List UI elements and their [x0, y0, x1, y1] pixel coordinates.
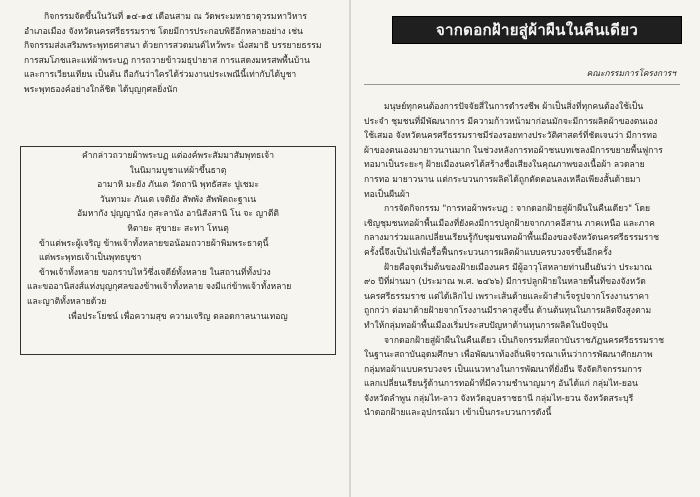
byline-rule — [364, 84, 680, 85]
paragraph-line: แลกเปลี่ยนเรียนรู้ด้านการทอผ้าที่มีความชำนาญมาๆ อันได้แก่ กลุ่มไท-ยอน — [364, 379, 638, 390]
paragraph-line: กิจกรรมจัดขึ้นในวันที่ ๑๔-๑๕ เดือนสาม ณ วัดพระมหาธาตุวรมหาวิหาร — [44, 12, 307, 22]
chant-line: ข้าพเจ้าทั้งหลาย ขอกราบไหว้ซึ่งเจดีย์ทั้งหลาย ในสถานที่ทั้งปวง — [39, 267, 271, 278]
article-title: จากดอกฝ้ายสู่ผ้าผืนในคืนเดียว — [435, 21, 639, 39]
paragraph-line: การทอ มายาวนาน แต่กระบวนการผลิตได้ถูกตัดตอนลงเหลือเพียงสั้นด้ายมา — [364, 174, 641, 185]
paragraph-line: มนุษย์ทุกคนต้องการปัจจัยสี่ในการดำรงชีพ ผ้าเป็นสิ่งที่ทุกคนต้องใช้เป็น — [384, 102, 644, 112]
paragraph-line: ถูกกว่า ต่อมาด้ายฝ้ายจากโรงงานมีราคาสูงขึ้น ด้านต้นทุนในการผลิตจึงสูงตาม — [364, 306, 652, 317]
chant-line: อัมหากัง ปุญญานัง กุสะลานัง อานิสังสานิ โน จะ ญาตีติ — [76, 209, 280, 220]
paragraph-line: กลุ่มทอผ้าแบบครบวงจร เป็นแนวทางในการพัฒนาที่ยั่งยืน จึงจัดกิจกรรมการ — [364, 364, 642, 375]
paragraph-line: นครศรีธรรมราช แต่ได้เลิกไป เพราะเส้นด้ายและผ้าสำเร็จรูปจากโรงงานราคา — [364, 291, 649, 302]
paragraph-line: กลางมาร่วมแลกเปลี่ยนเรียนรู้กับชุมชนทอผ้าพื้นเมืองของจังหวัดนครศรีธรรมราช — [364, 233, 660, 244]
right-column — [364, 100, 682, 421]
paragraph-line: การสมโภชและแห่ผ้าพระบฏ การถวายข้าวมธุปายาส การแสดงมหรสพพื้นบ้าน — [24, 55, 310, 66]
chant-line: เพื่อประโยชน์ เพื่อความสุข ความเจริญ ตลอดกาลนานเทอญ — [68, 311, 288, 322]
paragraph-line: การจัดกิจกรรม "การทอผ้าพระบฏ : จากดอกฝ้ายสู่ผ้าผืนในคืนเดียว" โดย — [384, 204, 651, 215]
paragraph-line: จังหวัดลำพูน กลุ่มไท-ลาว จังหวัดอุบลราชธานี กลุ่มไท-ยวน จังหวัดสระบุรี — [364, 393, 634, 404]
paragraph-line: ๙๐ ปีที่ผ่านมา (ประมาณ พ.ศ. ๒๔๖๖) มีการปลูกฝ้ายในหลายพื้นที่ของจังหวัด — [364, 277, 646, 288]
offering-chant-box — [20, 146, 336, 355]
paragraph-line: กิจกรรมส่งเสริมพระพุทธศาสนา ด้วยการสวดมนต์ไหว้พระ นั่งสมาธิ บรรยายธรรม — [24, 41, 322, 52]
chant-line: และขออานิสงส์แห่งบุญกุศลของข้าพเจ้าทั้งหลาย จงมีแก่ข้าพเจ้าทั้งหลาย — [27, 282, 292, 293]
paragraph-line: จากดอกฝ้ายสู่ผ้าผืนในคืนเดียว เป็นกิจกรรมที่สถาบันราชภัฏนครศรีธรรมราช — [384, 335, 665, 346]
paragraph-line: ผ้าของตนเองมายาวนานมาก ในช่วงหลังการทอผ้าชนบทเชลงมีการขยายพื้นฟูการ — [364, 145, 663, 156]
paragraph-line: ในฐานะสถาบันอุดมศึกษา เพื่อพัฒนาท้องถิ่นพิจารณาเห็นว่าการพัฒนาศักยภาพ — [364, 350, 653, 361]
chant-line: คำกล่าวถวายผ้าพระบฏ แต่องค์พระสัมมาสัมพุทธเจ้า — [81, 151, 275, 161]
article-title-banner — [392, 16, 682, 44]
paragraph-line: ทอมาเป็นระยะๆ ฝ้ายเมืองนครได้สร้างชื่อเสียงในคุณภาพของเนื้อผ้า ลวดลาย — [364, 160, 645, 171]
chant-line: หิตายะ สุขายะ สะทา โหนตุ — [127, 223, 229, 234]
paragraph-line: ทอเป็นผืนผ้า — [364, 189, 410, 200]
column-divider — [349, 0, 351, 497]
chant-line: วันทามะ ภันเต เจติยัง สัพพัง สัพพัตถะฐาเน — [99, 194, 257, 205]
paragraph-line: ครั้งนี้จึงเป็นไปเพื่อรื้อฟื้นกระบวนการผลิตผ้าแบบครบวงจรขึ้นอีกครั้ง — [364, 247, 612, 258]
paragraph-line: อำเภอเมือง จังหวัดนครศรีธรรมราช โดยมีการประกอบพิธีอีกหลายอย่าง เช่น — [24, 26, 303, 37]
paragraph-line: และการเวียนเทียน เป็นต้น ถือกันว่าใครได้ร่วมงานประเพณีนี้เท่ากับได้บูชา — [24, 70, 297, 81]
paragraph-line: เชิญชุมชนทอผ้าพื้นเมืองที่ยังคงมีการปลูกฝ้ายจากภาคอีสาน ภาคเหนือ และภาค — [364, 218, 655, 229]
paragraph-line: ใช้เสมอ จังหวัดนครศรีธรรมราชมีร่องรอยทางประวัติศาสตร์ที่ชัดเจนว่า มีการทอ — [364, 131, 658, 142]
paragraph-line: พระพุทธองค์อย่างใกล้ชิด ได้บุญกุศลยิ่งนัก — [24, 84, 178, 95]
chant-text — [21, 149, 335, 324]
chant-line: และญาติทั้งหลายด้วย — [27, 296, 107, 307]
paragraph-line: ฝ้ายคือจุดเริ่มต้นของฝ้ายเมืองนคร มีผู้อาวุโสหลายท่านยืนยันว่า ประมาณ — [384, 262, 653, 273]
chant-line: อามาหิ มะยัง ภันเต วัตถานิ พุทธัสสะ ปูเชมะ — [97, 180, 259, 191]
chant-line: ข้าแต่พระผู้เจริญ ข้าพเจ้าทั้งหลายขอน้อมถวายผ้าพิมพระธาตุนี้ — [39, 238, 269, 249]
paragraph-line: ทำให้กลุ่มทอผ้าพื้นเมืองเริ่มประสบปัญหาด้านทุนการผลิตในปัจจุบัน — [364, 320, 608, 331]
chant-line: ในนิมามบูชาแห่ผ้าขึ้นธาตุ — [129, 165, 227, 176]
paragraph-line: ประจำ ชุมชนที่มีพัฒนาการ มีความก้าวหน้ามาก่อนมักจะมีการผลิตผ้าของตนเอง — [364, 116, 658, 127]
left-column — [24, 10, 336, 98]
article-byline: คณะกรรมการโครงการฯ — [586, 68, 676, 78]
paragraph-line: นำดอกฝ้ายและอุปกรณ์มา เข้าเป็นกระบวนการดังนี้ — [364, 408, 552, 419]
chant-line: แด่พระพุทธเจ้าเป็นพุทธบูชา — [39, 253, 142, 264]
